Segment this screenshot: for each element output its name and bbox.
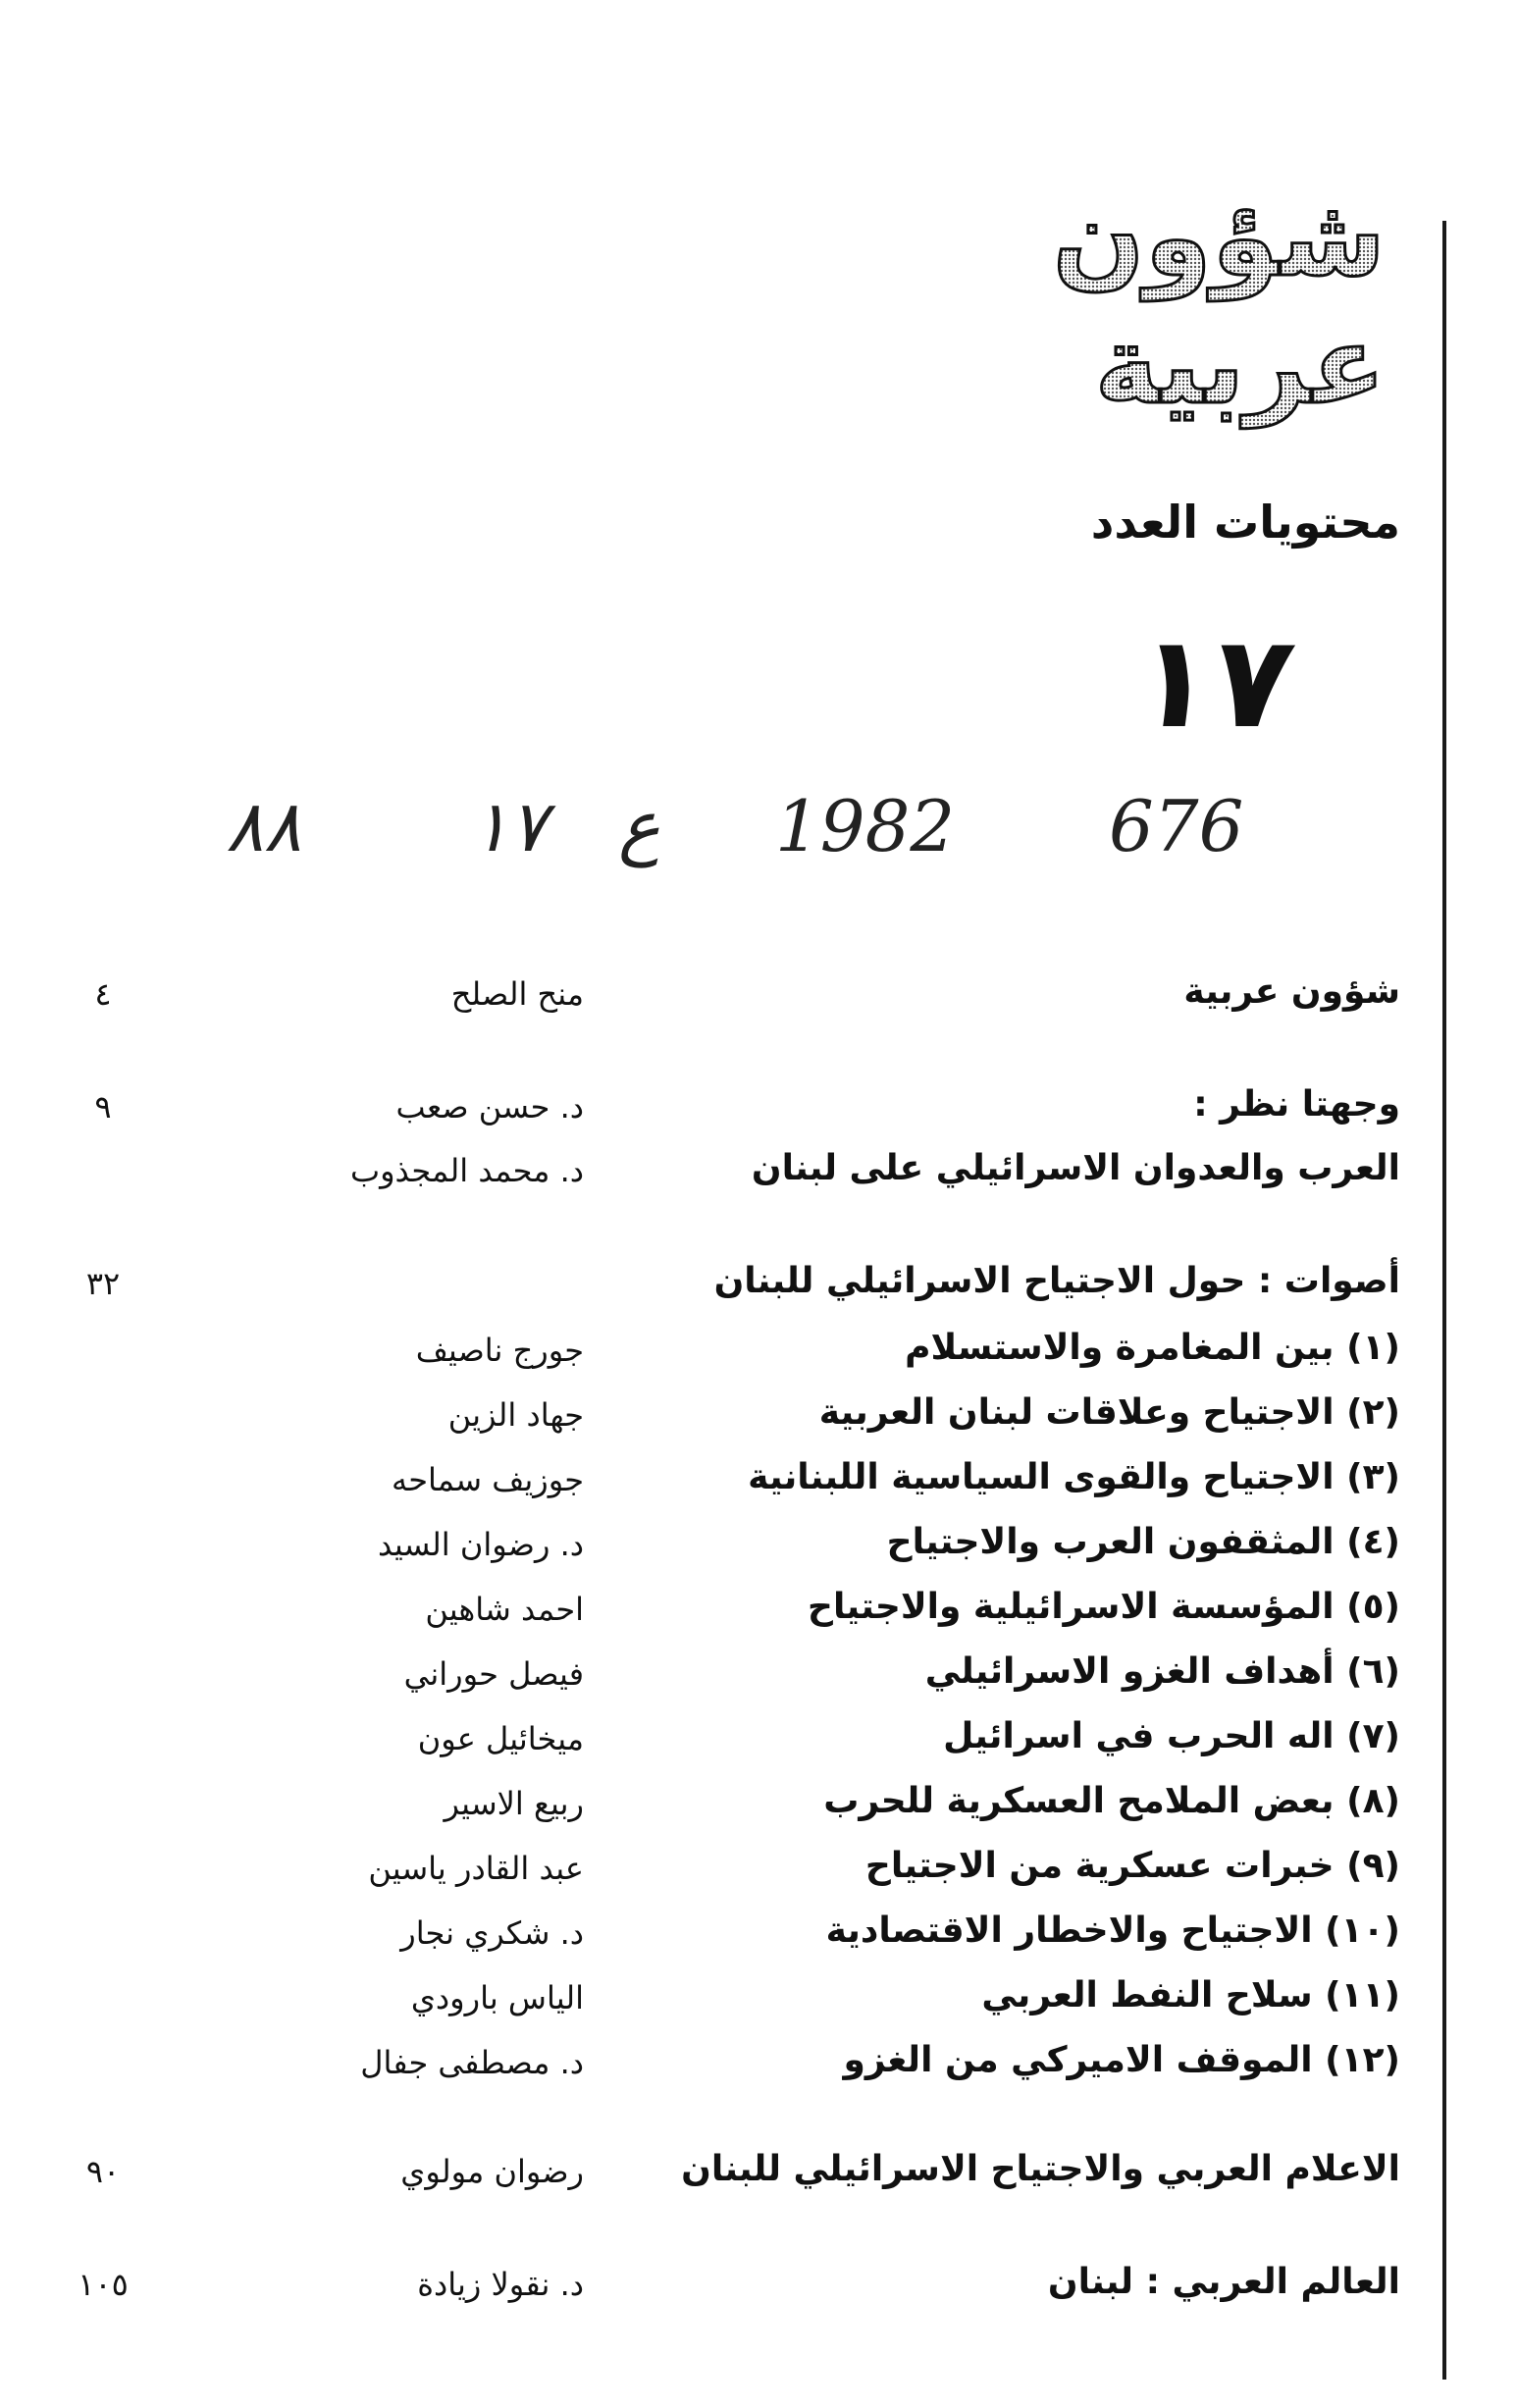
toc-entry bbox=[0, 1716, 1518, 1775]
toc-author: د. حسن صعب bbox=[395, 1088, 584, 1125]
toc-author: جهاد الزين bbox=[447, 1396, 584, 1434]
handwritten-part: ٨٨ bbox=[226, 785, 302, 867]
handwritten-part: ١٧ bbox=[471, 785, 548, 867]
toc-author: عبد القادر ياسين bbox=[368, 1850, 584, 1887]
toc-title: (٥) المؤسسة الاسرائيلية والاجتياح bbox=[808, 1587, 1400, 1627]
magazine-logo bbox=[1052, 167, 1405, 428]
toc-title: وجهتا نظر : bbox=[1193, 1084, 1400, 1125]
toc-title: أصوات : حول الاجتياح الاسرائيلي للبنان bbox=[713, 1261, 1400, 1301]
toc-author: ميخائيل عون bbox=[417, 1720, 584, 1757]
toc-entry bbox=[0, 1522, 1518, 1581]
toc-entry bbox=[0, 1328, 1518, 1387]
toc-title: الاعلام العربي والاجتياح الاسرائيلي للبنان bbox=[681, 2149, 1400, 2189]
toc-title: شؤون عربية bbox=[1183, 971, 1400, 1012]
toc-entry bbox=[0, 1911, 1518, 1969]
magazine-logo-graphic bbox=[1052, 167, 1405, 428]
toc-entry bbox=[0, 1148, 1518, 1207]
toc-author: جوزيف سماحه bbox=[392, 1461, 584, 1498]
toc-page: ٣٢ bbox=[85, 1265, 121, 1302]
handwritten-note bbox=[226, 785, 1325, 893]
toc-title: (٣) الاجتياح والقوى السياسية اللبنانية bbox=[748, 1457, 1400, 1497]
toc-author: الياس بارودي bbox=[410, 1979, 584, 2016]
toc-page: ٩٠ bbox=[85, 2153, 121, 2190]
toc-title: العالم العربي : لبنان bbox=[1047, 2262, 1400, 2302]
toc-entry bbox=[0, 1261, 1518, 1320]
toc-title: (١٢) الموقف الاميركي من الغزو bbox=[843, 2040, 1400, 2080]
toc-author: ربيع الاسير bbox=[444, 1785, 584, 1822]
toc-page: ١٠٥ bbox=[78, 2266, 129, 2303]
toc-title: (٧) اله الحرب في اسرائيل bbox=[943, 1716, 1400, 1756]
toc-author: د. محمد المجذوب bbox=[349, 1152, 584, 1189]
toc-entry bbox=[0, 1846, 1518, 1905]
toc-author: جورج ناصيف bbox=[415, 1332, 584, 1369]
toc-title: (١٠) الاجتياح والاخطار الاقتصادية bbox=[825, 1911, 1400, 1951]
toc-author: فيصل حوراني bbox=[403, 1655, 584, 1693]
toc-title: (٩) خبرات عسكرية من الاجتياح bbox=[864, 1846, 1400, 1886]
logo-line-1: شؤون bbox=[1052, 175, 1386, 300]
toc-title: (٢) الاجتياح وعلاقات لبنان العربية bbox=[818, 1392, 1400, 1433]
toc-entry bbox=[0, 1781, 1518, 1840]
toc-title: (٤) المثقفون العرب والاجتياح bbox=[886, 1522, 1400, 1562]
toc-author: د. شكري نجار bbox=[400, 1914, 584, 1952]
toc-entry bbox=[0, 2149, 1518, 2208]
handwritten-part: ع bbox=[618, 785, 660, 867]
issue-number: ١٧ bbox=[1125, 607, 1303, 757]
toc-author: احمد شاهين bbox=[425, 1591, 584, 1628]
toc-entry bbox=[0, 1084, 1518, 1143]
toc-author: د. رضوان السيد bbox=[378, 1526, 584, 1563]
toc-entry bbox=[0, 2040, 1518, 2099]
toc-title: (١) بين المغامرة والاستسلام bbox=[905, 1328, 1400, 1368]
toc-entry bbox=[0, 1392, 1518, 1451]
toc-page: ٩ bbox=[94, 1088, 112, 1125]
handwritten-part: 676 bbox=[1109, 785, 1244, 867]
toc-entry bbox=[0, 1587, 1518, 1646]
toc-title: (٦) أهداف الغزو الاسرائيلي bbox=[924, 1651, 1400, 1692]
toc-author: د. نقولا زيادة bbox=[417, 2266, 584, 2303]
toc-entry bbox=[0, 971, 1518, 1030]
toc-title: (١١) سلاح النفط العربي bbox=[981, 1975, 1400, 2015]
toc-title: العرب والعدوان الاسرائيلي على لبنان bbox=[751, 1148, 1400, 1188]
logo-line-2: عربية bbox=[1094, 302, 1386, 428]
toc-entry bbox=[0, 1457, 1518, 1516]
toc-author: د. مصطفى جفال bbox=[360, 2044, 584, 2081]
contents-title: محتويات العدد bbox=[1090, 496, 1400, 549]
toc-author: منح الصلح bbox=[450, 975, 584, 1013]
toc-entry bbox=[0, 2262, 1518, 2321]
toc-author: رضوان مولوي bbox=[400, 2153, 584, 2190]
toc-page: ٤ bbox=[94, 975, 112, 1013]
toc-title: (٨) بعض الملامح العسكرية للحرب bbox=[823, 1781, 1400, 1821]
handwritten-part: 1982 bbox=[775, 785, 956, 867]
toc-entry bbox=[0, 1651, 1518, 1710]
toc-entry bbox=[0, 1975, 1518, 2034]
